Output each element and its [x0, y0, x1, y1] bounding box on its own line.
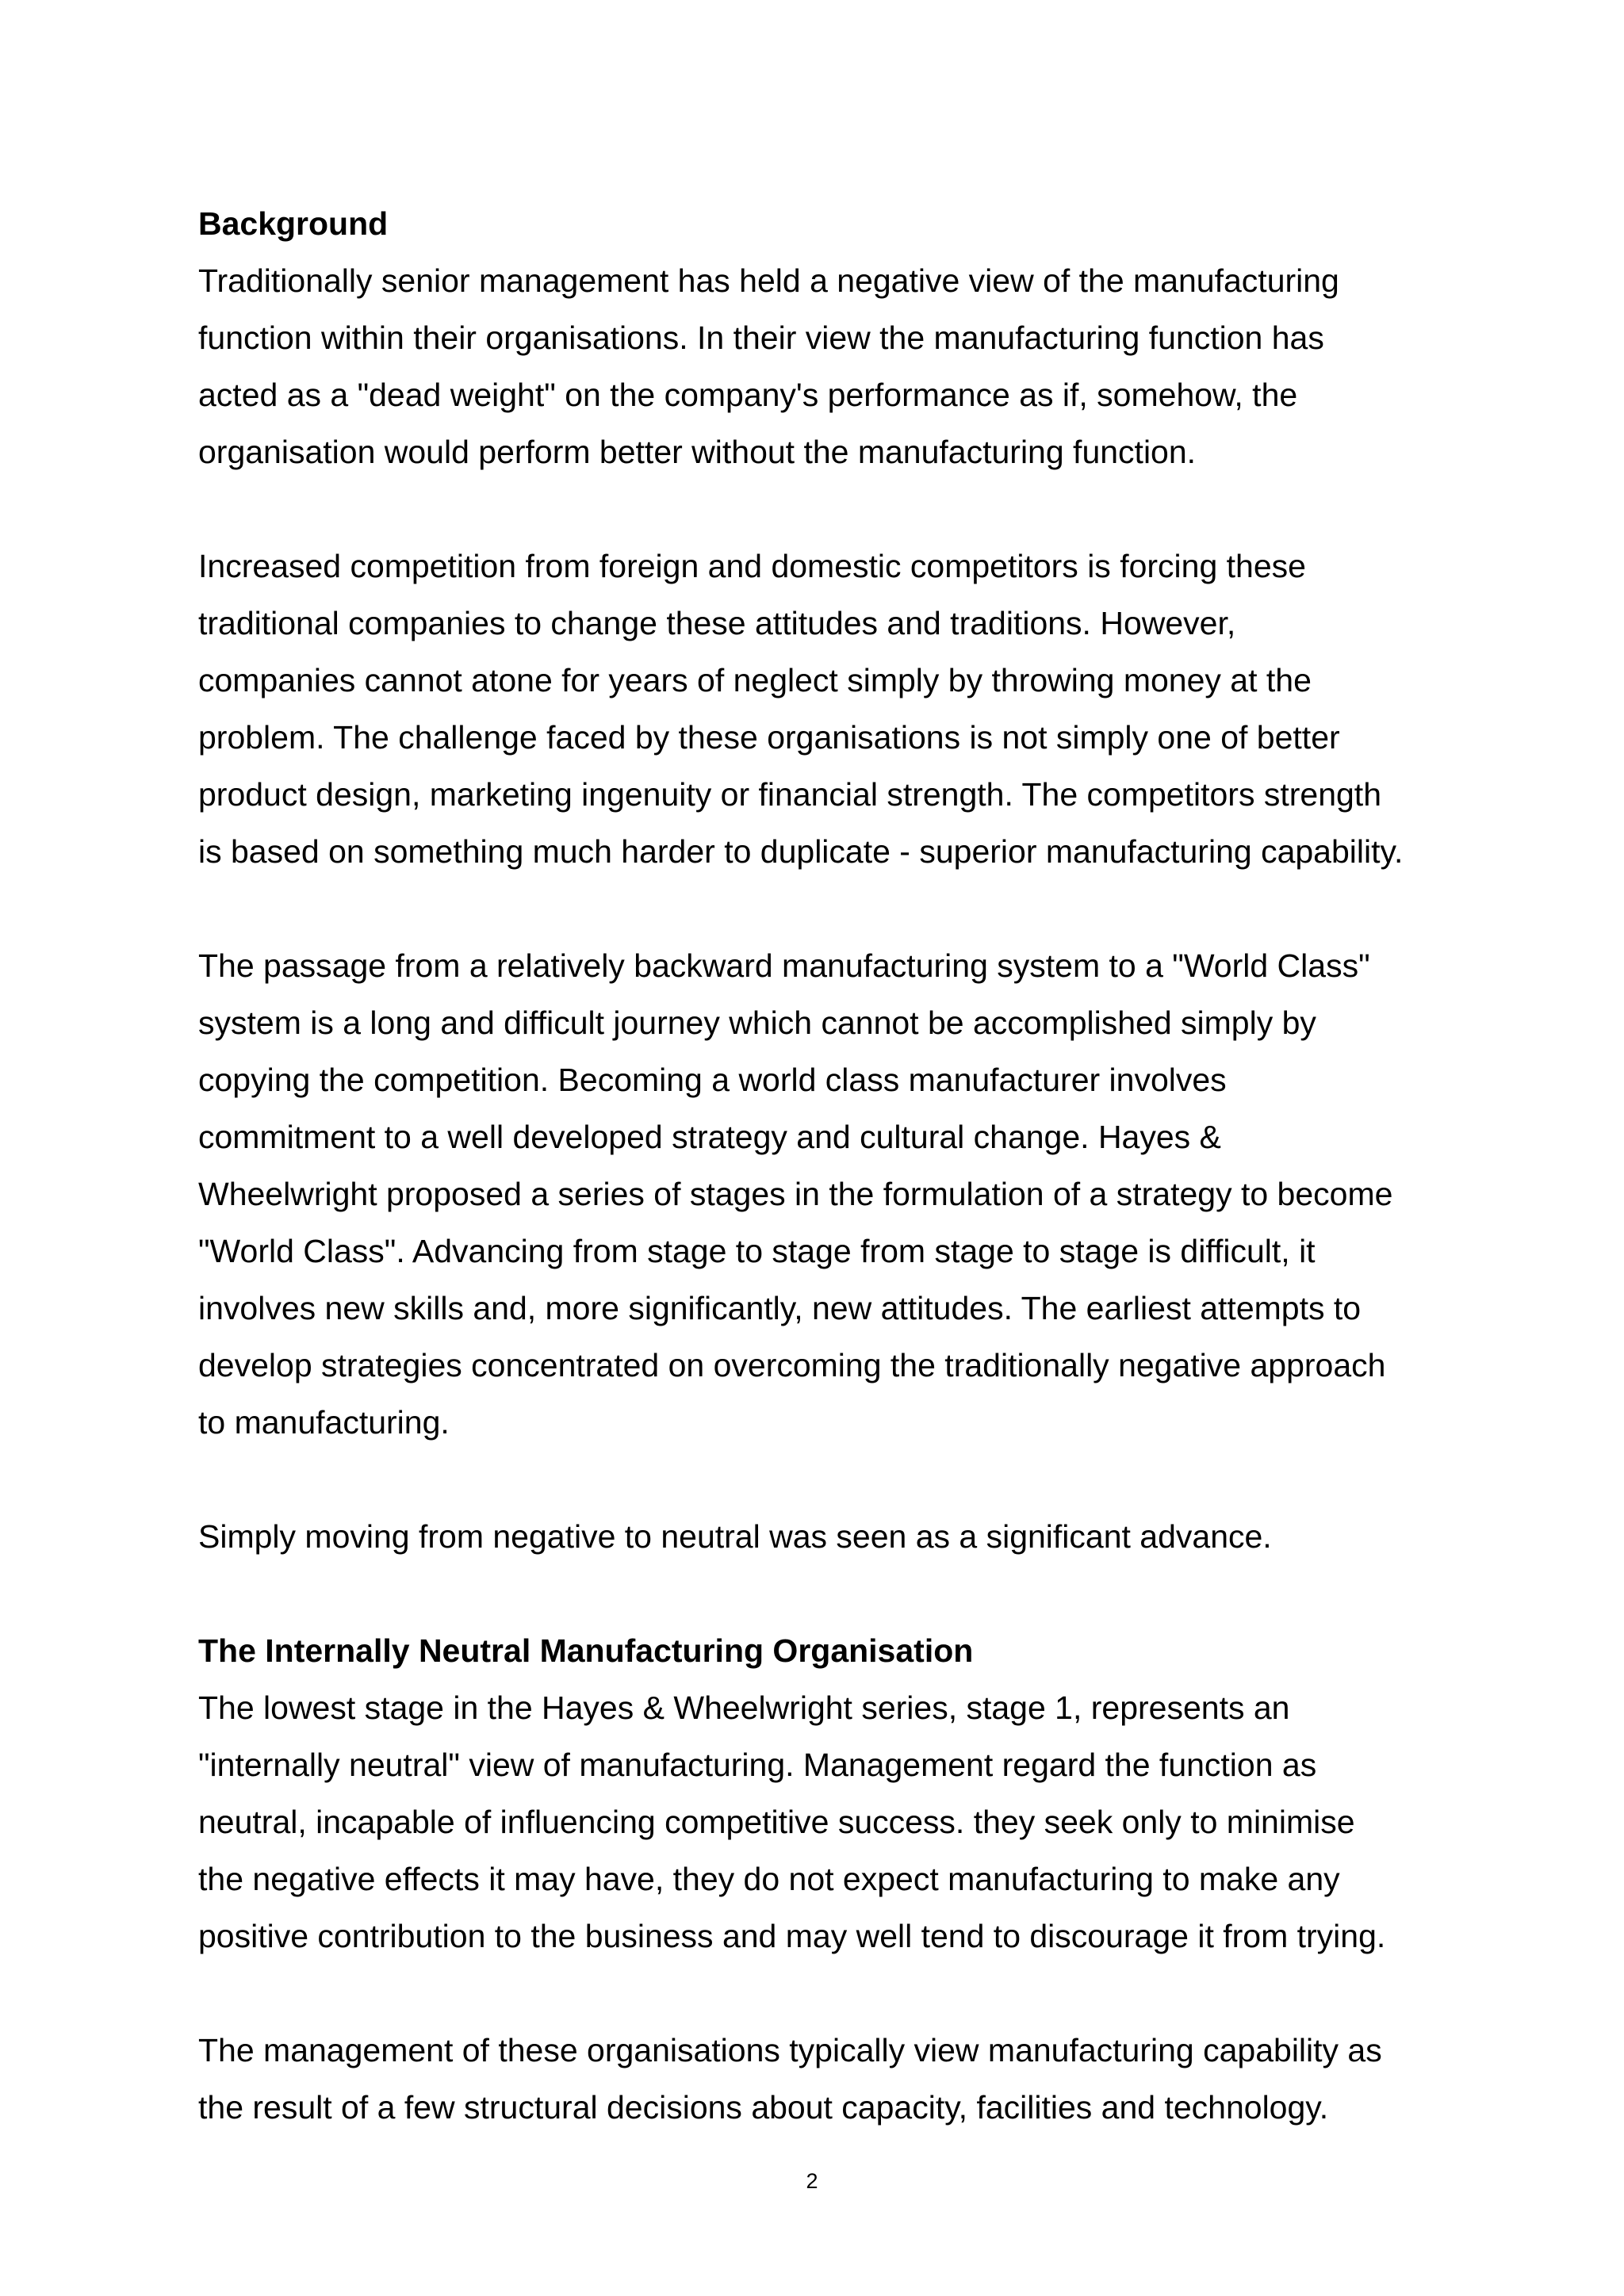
text-line: commitment to a well developed strategy and cultural change. Hayes & [198, 1119, 1221, 1155]
text-line: Increased competition from foreign and domestic competitors is forcing these [198, 548, 1306, 584]
text-line: system is a long and difficult journey which cannot be accomplished simply by [198, 1004, 1316, 1041]
page-number: 2 [806, 2169, 818, 2193]
text-line: involves new skills and, more significantly, new attitudes. The earliest attempts to [198, 1290, 1362, 1326]
text-line: acted as a "dead weight" on the company's performance as if, somehow, the [198, 377, 1298, 413]
text-line: Traditionally senior management has held a negative view of the manufacturing [198, 262, 1339, 299]
text-line: the negative effects it may have, they do not expect manufacturing to make any [198, 1861, 1340, 1897]
text-line: problem. The challenge faced by these organisations is not simply one of better [198, 719, 1340, 756]
paragraph [198, 1508, 1435, 1565]
paragraph-gap [198, 1451, 1435, 1508]
text-line: companies cannot atone for years of neglect simply by throwing money at the [198, 662, 1312, 698]
text-line: "World Class". Advancing from stage to stage from stage to stage is difficult, it [198, 1233, 1316, 1269]
text-line: The lowest stage in the Hayes & Wheelwright series, stage 1, represents an [198, 1689, 1290, 1726]
text-line: neutral, incapable of influencing competitive success. they seek only to minimise [198, 1804, 1355, 1840]
paragraph-gap [198, 880, 1435, 937]
text-line: function within their organisations. In their view the manufacturing function has [198, 320, 1324, 356]
text-line: copying the competition. Becoming a world class manufacturer involves [198, 1062, 1227, 1098]
paragraph [198, 2022, 1435, 2136]
text-line: The management of these organisations typically view manufacturing capability as [198, 2032, 1382, 2068]
text-line: traditional companies to change these attitudes and traditions. However, [198, 605, 1236, 641]
text-line: Simply moving from negative to neutral was seen as a significant advance. [198, 1518, 1272, 1555]
paragraph-gap [198, 1965, 1435, 2022]
text-line: The passage from a relatively backward manufacturing system to a "World Class" [198, 947, 1370, 984]
text-line: develop strategies concentrated on overcoming the traditionally negative approach [198, 1347, 1386, 1383]
text-line: Wheelwright proposed a series of stages in the formulation of a strategy to become [198, 1176, 1393, 1212]
paragraph-gap [198, 1565, 1435, 1622]
paragraph [198, 1679, 1435, 1965]
text-line: the result of a few structural decisions about capacity, facilities and technology. [198, 2089, 1329, 2126]
text-line: to manufacturing. [198, 1404, 450, 1441]
text-line: is based on something much harder to duplicate - superior manufacturing capability. [198, 833, 1404, 870]
paragraph [198, 252, 1435, 480]
text-line: positive contribution to the business and may well tend to discourage it from trying. [198, 1918, 1386, 1954]
document-page [198, 195, 1435, 2136]
text-line: "internally neutral" view of manufacturing. Management regard the function as [198, 1747, 1317, 1783]
text-line: organisation would perform better without the manufacturing function. [198, 434, 1197, 470]
text-line: product design, marketing ingenuity or financial strength. The competitors strength [198, 776, 1381, 813]
section-heading-background: Background [198, 205, 389, 242]
paragraph-gap [198, 480, 1435, 538]
paragraph [198, 538, 1435, 880]
paragraph [198, 937, 1435, 1451]
section-heading-internally-neutral: The Internally Neutral Manufacturing Organisation [198, 1632, 974, 1669]
